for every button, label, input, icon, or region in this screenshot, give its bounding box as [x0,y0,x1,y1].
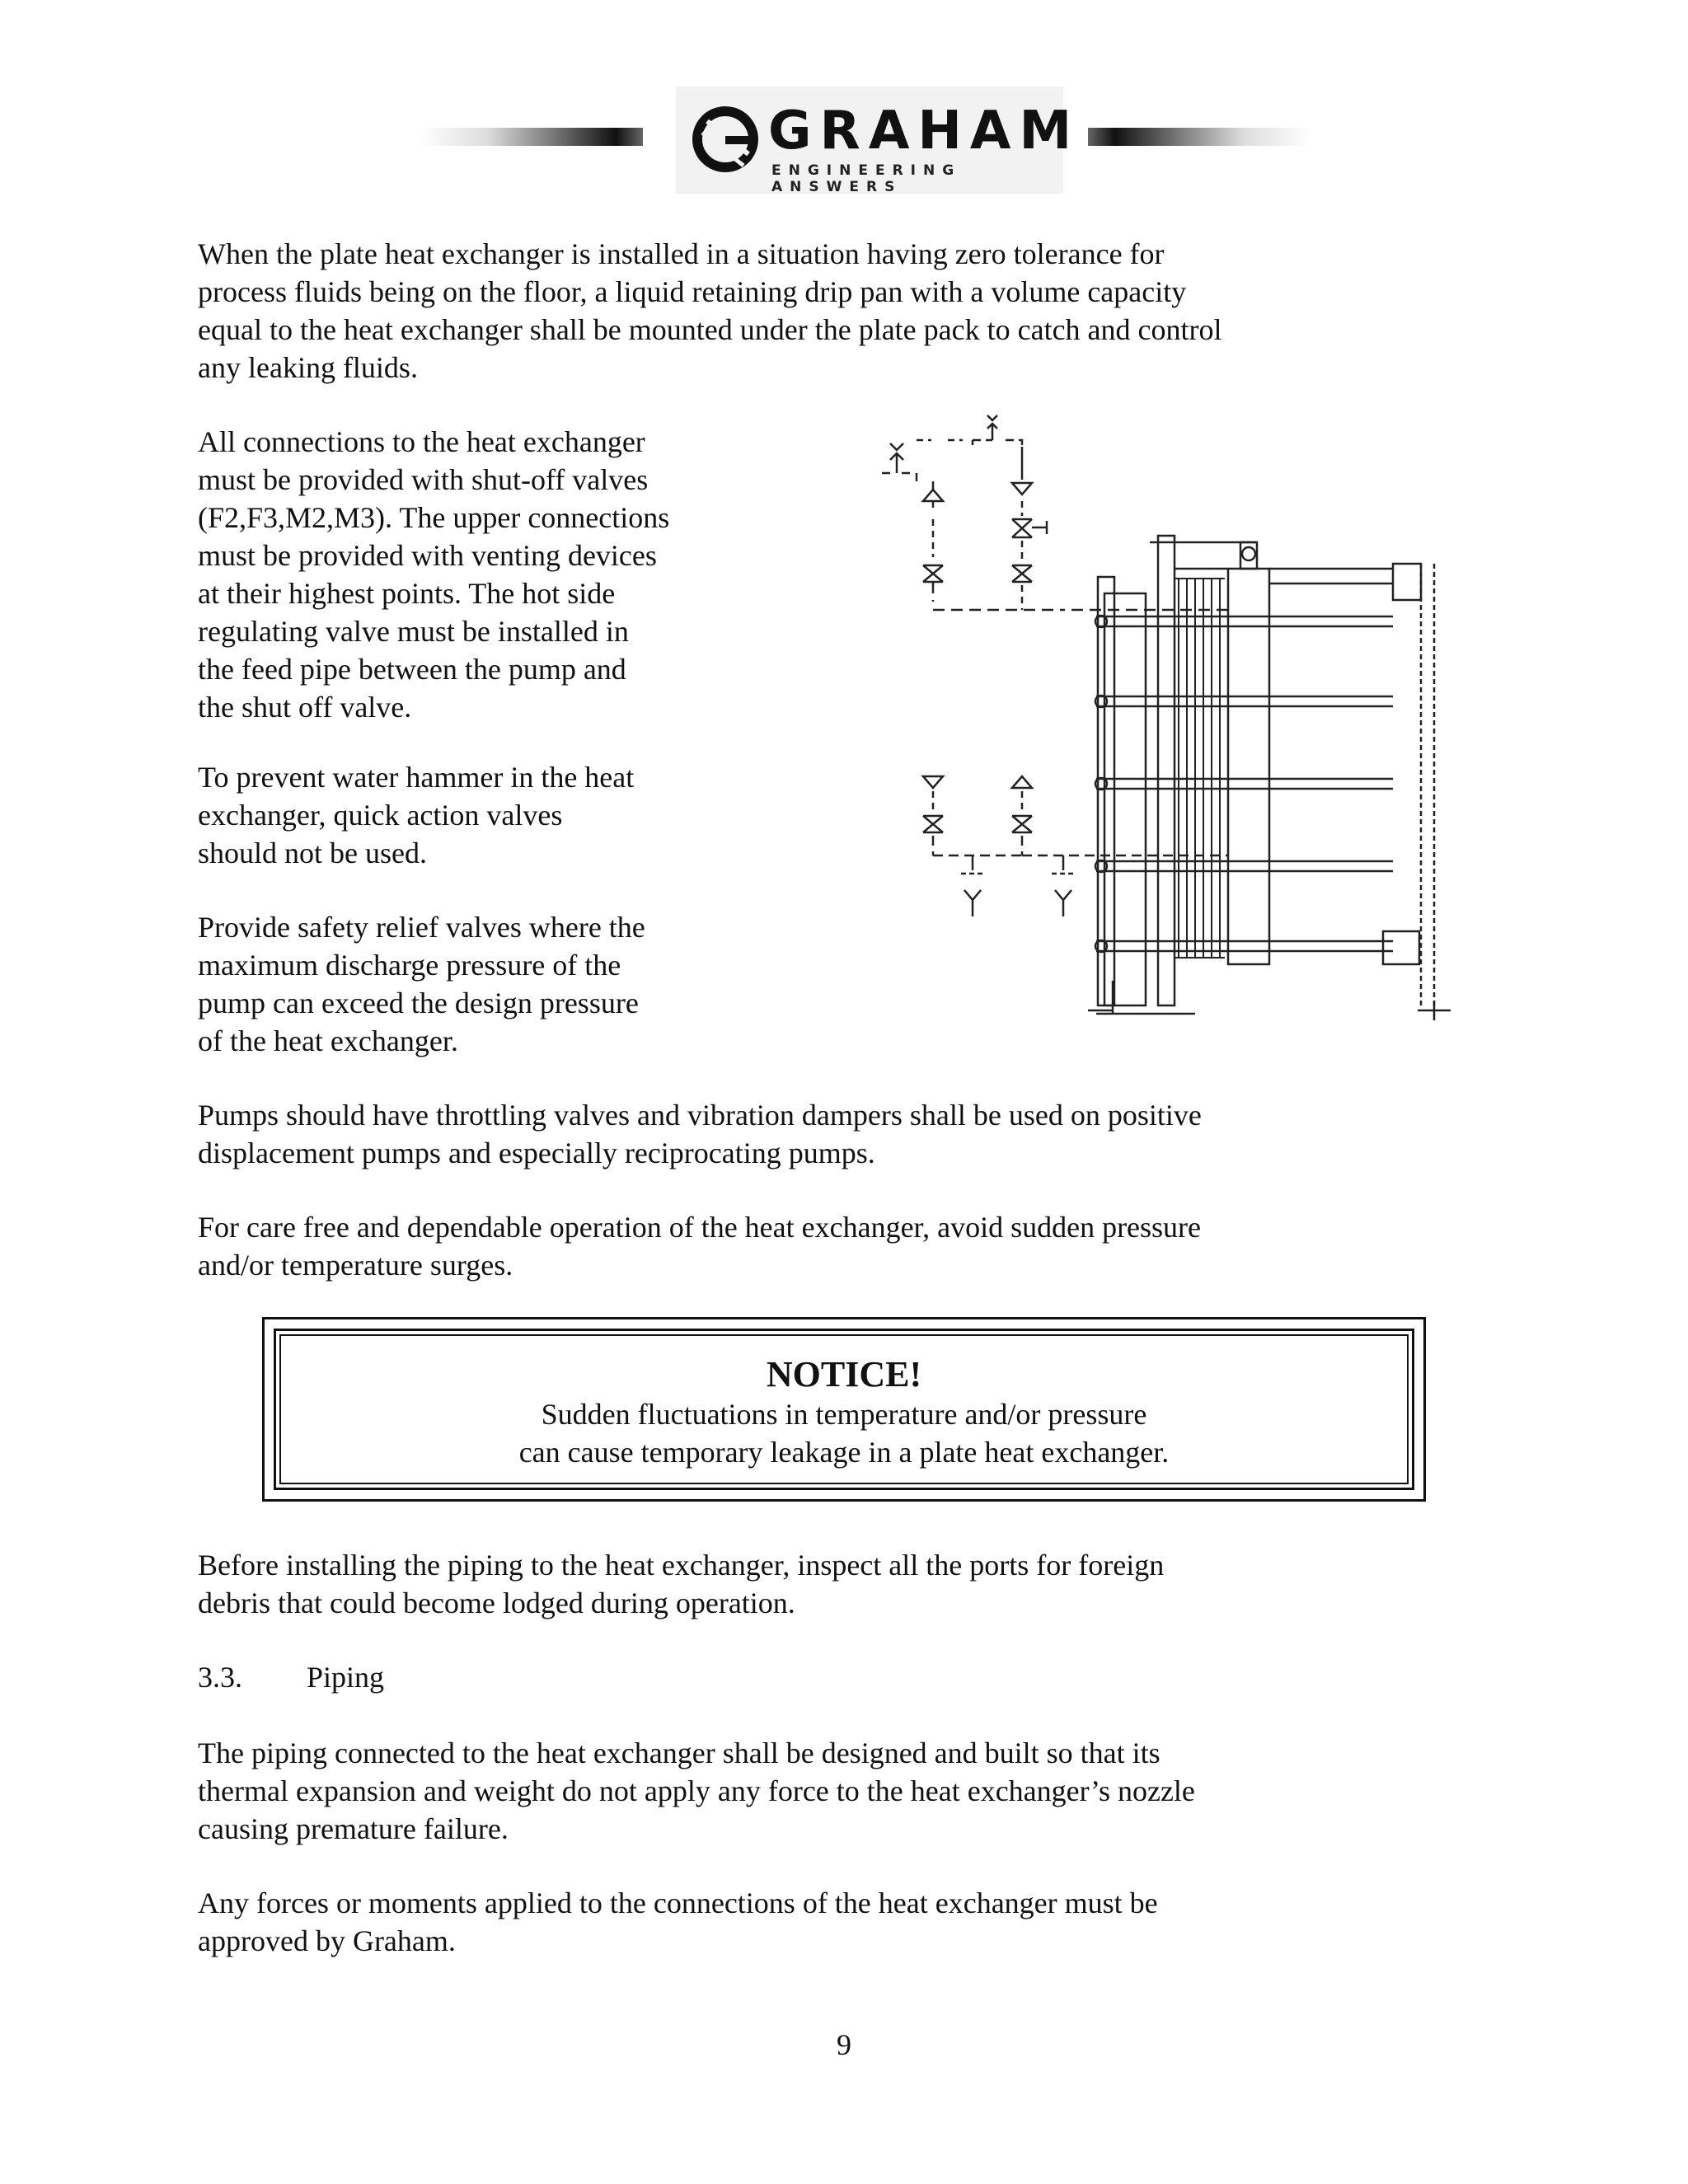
paragraph-water-hammer [198,758,634,872]
upper-left-piping [923,481,1228,610]
page-header [412,78,1302,202]
logo-tagline: ENGINEERING ANSWERS [771,162,962,195]
text-line: Provide safety relief valves where the [198,911,645,944]
text-line: Pumps should have throttling valves and vibration dampers shall be used on positive [198,1099,1202,1132]
text-line: approved by Graham. [198,1924,456,1957]
text-line: displacement pumps and especially reciprocating pumps. [198,1137,875,1169]
paragraph-drip-pan [198,235,1222,387]
graham-g-logo-icon [691,105,760,174]
notice-border-inner [274,1329,1414,1490]
graham-logo [676,87,1081,195]
notice-box [262,1317,1426,1502]
header-gradient-bar-right [1088,128,1311,146]
text-line: should not be used. [198,837,427,869]
paragraph-relief-valves [198,908,645,1060]
text-line: regulating valve must be installed in [198,615,629,648]
text-line: any leaking fluids. [198,351,418,384]
text-line: When the plate heat exchanger is installed in a situation having zero tolerance for [198,237,1165,270]
paragraph-approval [198,1884,1158,1960]
paragraph-piping-forces [198,1734,1195,1848]
text-line: Any forces or moments applied to the connections of the heat exchanger must be [198,1886,1158,1919]
header-gradient-bar-left [420,128,643,146]
text-line: The piping connected to the heat exchanger shall be designed and built so that its [198,1736,1160,1769]
vent-symbols-top [882,415,1022,481]
paragraph-shutoff-valves [198,423,669,726]
paragraph-inspect-ports [198,1546,1164,1622]
lower-piping [923,776,1228,916]
section-number: 3.3. [198,1661,242,1694]
text-line: (F2,F3,M2,M3). The upper connections [198,501,670,534]
text-line: causing premature failure. [198,1812,509,1845]
text-line: thermal expansion and weight do not apply any force to the heat exchanger’s nozzle [198,1774,1195,1807]
notice-line-2: can cause temporary leakage in a plate heat exchanger. [518,1436,1170,1469]
page-number: 9 [837,2028,851,2061]
paragraph-pumps [198,1096,1202,1172]
text-line: must be provided with venting devices [198,539,657,572]
text-line: equal to the heat exchanger shall be mounted under the plate pack to catch and control [198,313,1222,346]
text-line: maximum discharge pressure of the [198,949,621,982]
text-line: exchanger, quick action valves [198,799,563,832]
plate-pack [1175,579,1225,958]
text-line: the shut off valve. [198,691,412,724]
text-line: For care free and dependable operation of the heat exchanger, avoid sudden pressure [198,1211,1202,1244]
text-line: and/or temperature surges. [198,1249,513,1282]
text-line: debris that could become lodged during operation. [198,1586,795,1619]
text-line: pump can exceed the design pressure [198,987,639,1019]
text-line: To prevent water hammer in the heat [198,761,635,794]
tie-bolts [1095,616,1419,964]
logo-wordmark: GRAHAM [768,101,1081,162]
paragraph-surges [198,1208,1201,1284]
section-title: Piping [307,1661,385,1694]
text-line: All connections to the heat exchanger [198,425,645,458]
text-line: process fluids being on the floor, a liquid retaining drip pan with a volume capacity [198,275,1187,308]
text-line: at their highest points. The hot side [198,577,616,610]
notice-title: NOTICE! [766,1354,922,1394]
text-line: must be provided with shut-off valves [198,463,649,496]
plate-heat-exchanger-piping-diagram [865,404,1525,1030]
notice-content [279,1334,1409,1484]
upper-right-piping [1012,447,1047,610]
notice-line-1: Sudden fluctuations in temperature and/or pressure [541,1398,1147,1431]
text-line: the feed pipe between the pump and [198,653,626,686]
text-line: Before installing the piping to the heat exchanger, inspect all the ports for foreign [198,1549,1165,1582]
text-line: of the heat exchanger. [198,1024,458,1057]
